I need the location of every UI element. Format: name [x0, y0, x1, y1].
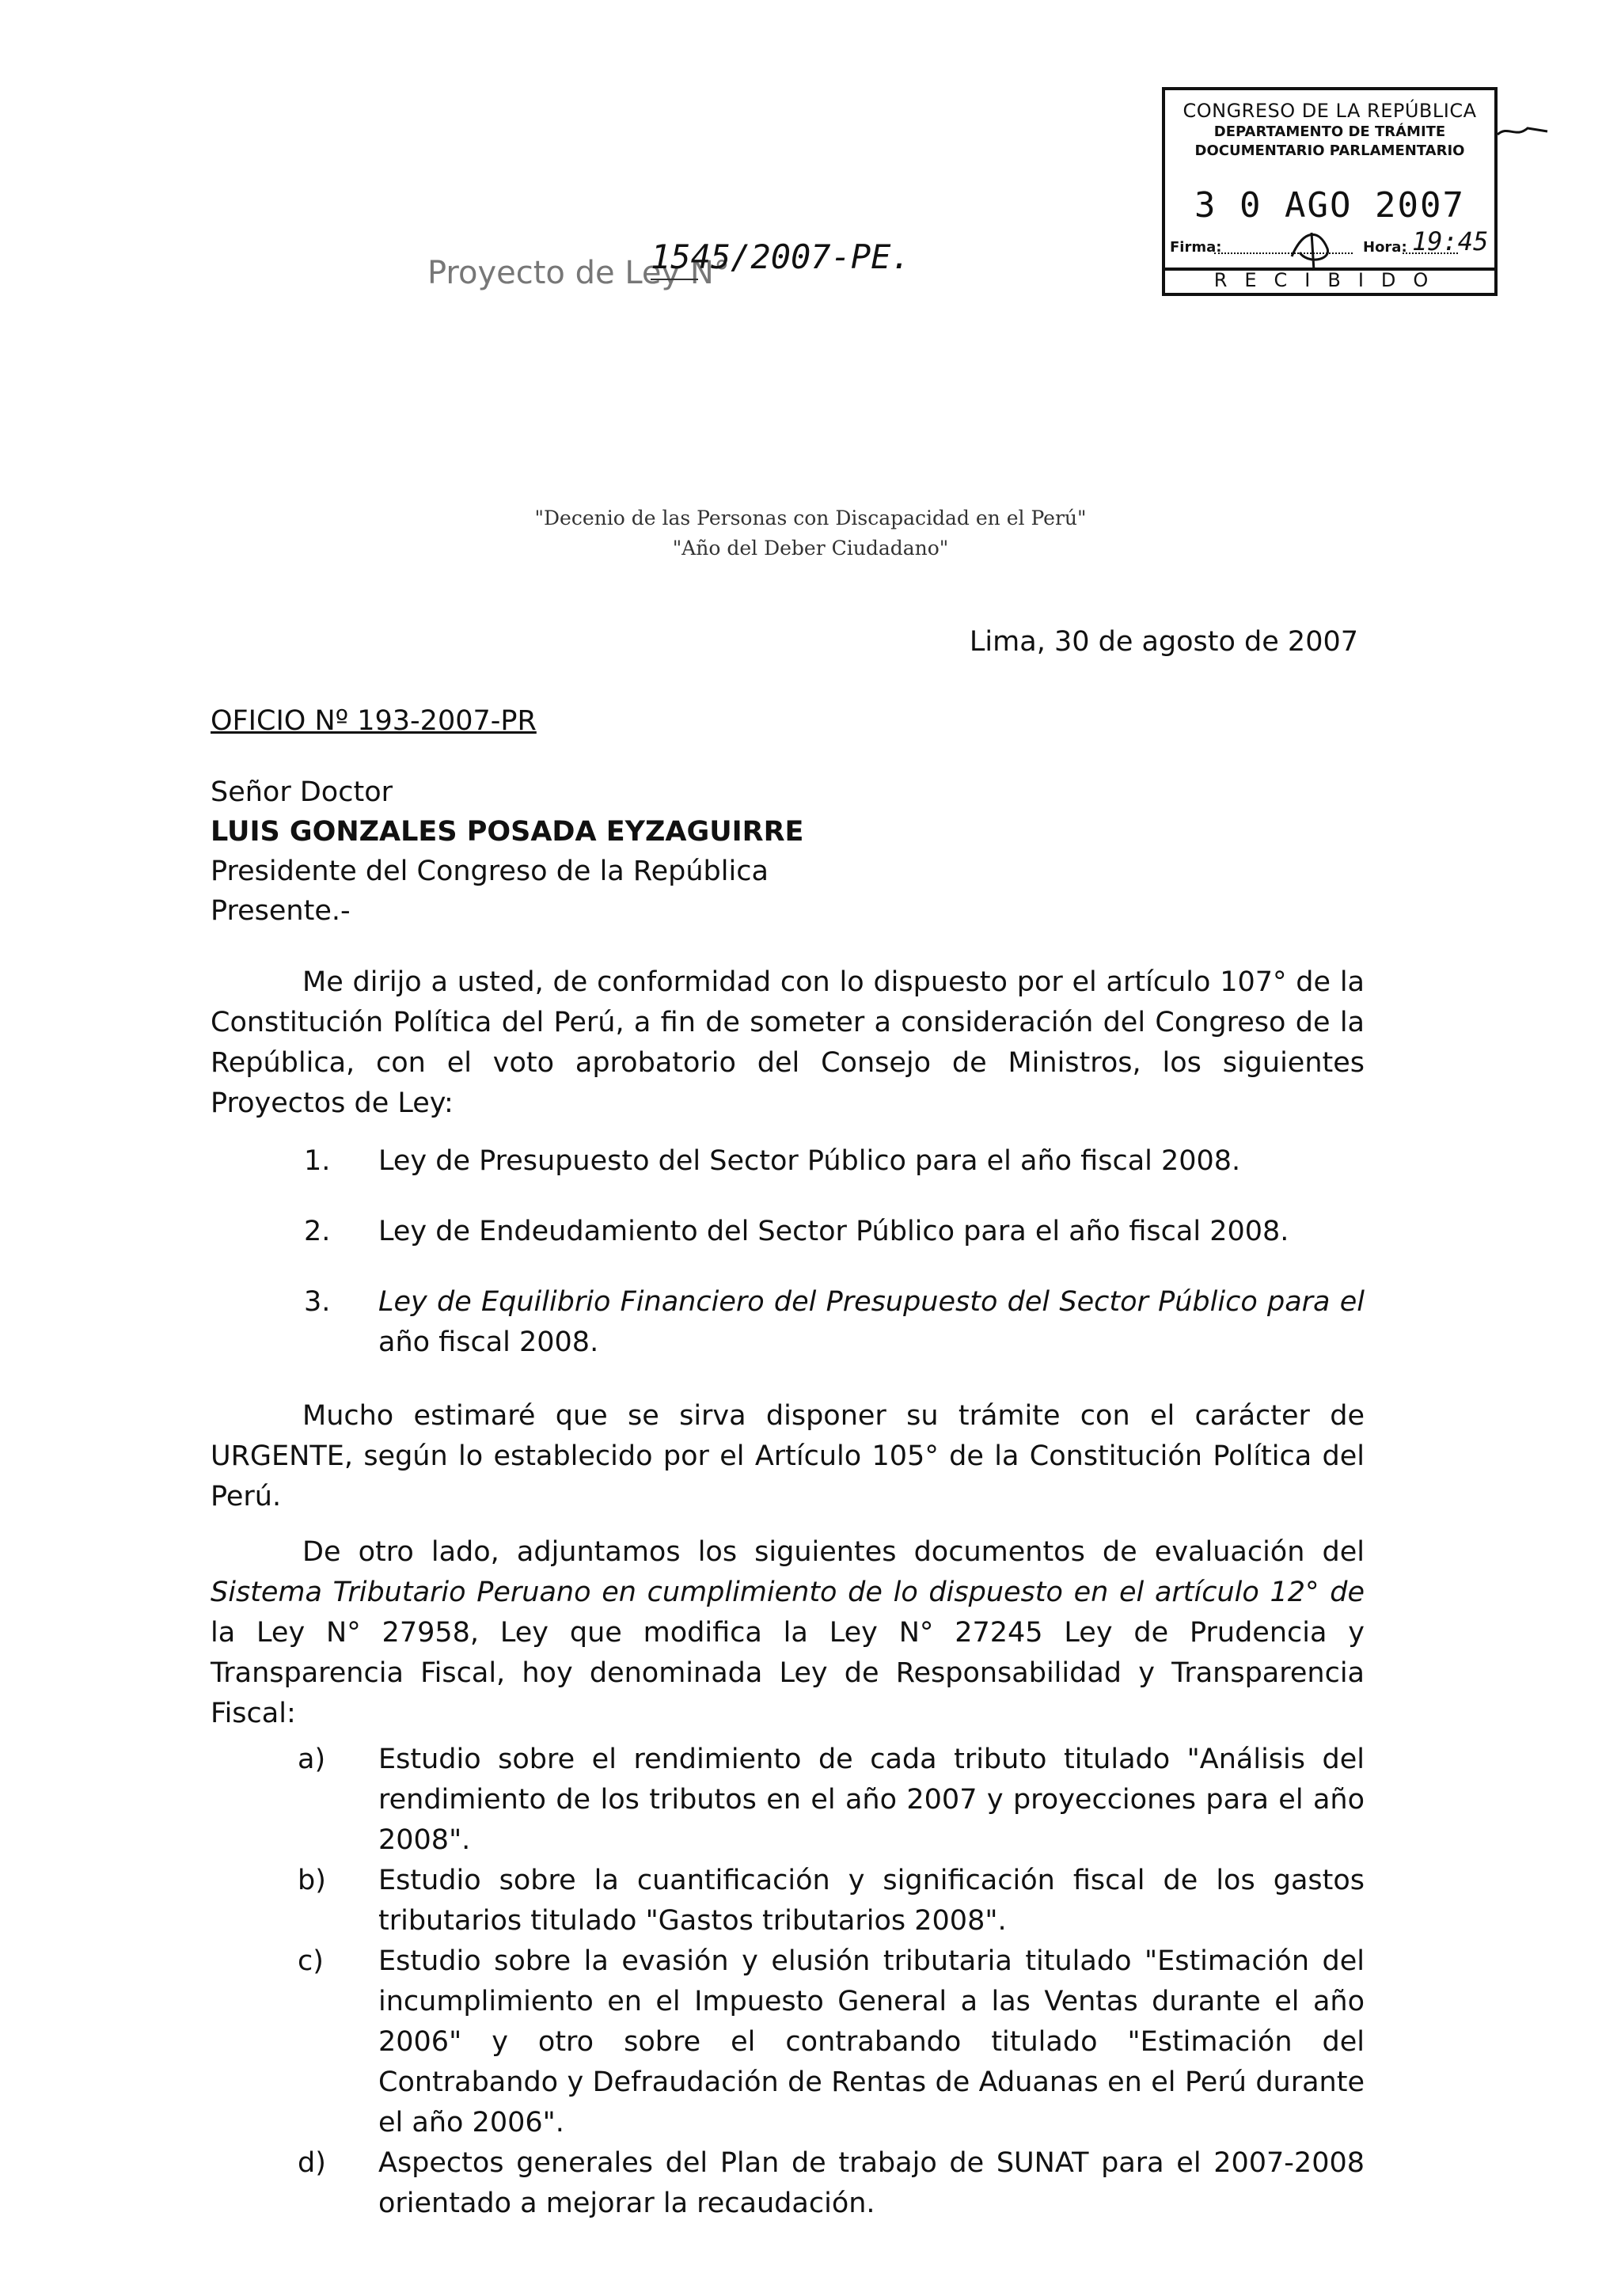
stamp-department-2: DOCUMENTARIO PARLAMENTARIO — [1194, 142, 1465, 159]
list-item-line: Estudio sobre la evasión y elusión tributaria titulado "Estimación del — [378, 1945, 1365, 1977]
date-line: Lima, 30 de agosto de 2007 — [969, 626, 1358, 658]
paragraph-line: URGENTE, según lo establecido por el Artículo 105° de la Constitución Política del — [211, 1440, 1365, 1472]
stamp-institution: CONGRESO DE LA REPÚBLICA — [1183, 100, 1477, 122]
document-list — [298, 1740, 1365, 2224]
proyecto-number: 1545/2007-PE. — [651, 237, 911, 276]
stamp-hora-value: 19:45 — [1412, 226, 1489, 256]
list-item-label: b) — [298, 1865, 326, 1896]
list-item-line: 2008". — [378, 1824, 471, 1856]
list-item-line: 2006" y otro sobre el contrabando titulado "Estimación del — [378, 2026, 1365, 2058]
list-item-line: incumplimiento en el Impuesto General a las Ventas durante el año — [378, 1986, 1365, 2017]
list-item-label: c) — [298, 1945, 324, 1977]
list-item — [304, 1212, 1365, 1252]
list-item-line: Contrabando y Defraudación de Rentas de Aduanas en el Perú durante — [378, 2066, 1365, 2098]
paragraph-line: Me dirijo a usted, de conformidad con lo dispuesto por el artículo 107° de la — [302, 966, 1365, 998]
list-item-line: el año 2006". — [378, 2107, 564, 2139]
paragraph-line: Fiscal: — [211, 1698, 296, 1729]
list-item-text: Ley de Endeudamiento del Sector Público para el año fiscal 2008. — [378, 1216, 1289, 1247]
list-item — [304, 1141, 1365, 1182]
paragraph-line: la Ley N° 27958, Ley que modifica la Ley N° 27245 Ley de Prudencia y — [211, 1617, 1365, 1649]
handwritten-flourish-icon — [1496, 119, 1551, 142]
list-item — [298, 1941, 1365, 2143]
presente: Presente.- — [211, 895, 351, 927]
stamp-hora-label: Hora: — [1363, 239, 1407, 256]
motto-decenio: "Decenio de las Personas con Discapacidad en el Perú" — [534, 507, 1087, 529]
paragraph-3 — [211, 1532, 1365, 1734]
list-item — [298, 2143, 1365, 2224]
paragraph-line: Perú. — [211, 1481, 282, 1512]
signature-icon — [1284, 225, 1339, 272]
list-item-label: d) — [298, 2147, 326, 2179]
list-item — [298, 1861, 1365, 1941]
list-item — [298, 1740, 1365, 1861]
list-item-line: orientado a mejorar la recaudación. — [378, 2188, 875, 2219]
list-item-line: Aspectos generales del Plan de trabajo de SUNAT para el 2007-2008 — [378, 2147, 1365, 2179]
paragraph-line: De otro lado, adjuntamos los siguientes documentos de evaluación del — [302, 1536, 1365, 1568]
list-item-text: Ley de Presupuesto del Sector Público para el año fiscal 2008. — [378, 1145, 1241, 1177]
recipient-name: LUIS GONZALES POSADA EYZAGUIRRE — [211, 816, 804, 848]
proyecto-label: Proyecto de Ley N° — [427, 255, 730, 291]
stamp-recibido-box — [1162, 268, 1498, 296]
law-list — [304, 1141, 1365, 1363]
list-item-line: tributarios titulado "Gastos tributarios 2008". — [378, 1905, 1007, 1937]
stamp-department: DEPARTAMENTO DE TRÁMITE — [1213, 123, 1446, 140]
stamp-firma-label: Firma: — [1170, 239, 1222, 256]
oficio-number: OFICIO Nº 193-2007-PR — [211, 705, 537, 737]
list-item-label: a) — [298, 1744, 326, 1775]
recipient-title: Presidente del Congreso de la República — [211, 856, 769, 887]
stamp-date: 3 0 AGO 2007 — [1194, 185, 1465, 226]
list-item — [304, 1282, 1365, 1363]
list-item-line: Estudio sobre la cuantificación y significación fiscal de los gastos — [378, 1865, 1365, 1896]
list-item-line: Estudio sobre el rendimiento de cada tributo titulado "Análisis del — [378, 1744, 1365, 1775]
paragraph-line: Transparencia Fiscal, hoy denominada Ley de Responsabilidad y Transparencia — [211, 1657, 1365, 1689]
reception-stamp — [1162, 87, 1498, 271]
paragraph-line: Constitución Política del Perú, a fin de someter a consideración del Congreso de la — [211, 1007, 1365, 1038]
proyecto-underline — [651, 279, 698, 280]
list-item-number: 3. — [304, 1286, 331, 1318]
salutation: Señor Doctor — [211, 776, 393, 808]
paragraph-line: Sistema Tributario Peruano en cumplimiento de lo dispuesto en el artículo 12° de — [211, 1577, 1365, 1608]
list-item-line: rendimiento de los tributos en el año 2007 y proyecciones para el año — [378, 1784, 1365, 1816]
paragraph-line: Mucho estimaré que se sirva disponer su trámite con el carácter de — [302, 1400, 1365, 1432]
list-item-text: Ley de Equilibrio Financiero del Presupuesto del Sector Público para el — [378, 1286, 1365, 1318]
paragraph-2 — [211, 1396, 1365, 1517]
paragraph-line: República, con el voto aprobatorio del Consejo de Ministros, los siguientes — [211, 1047, 1365, 1079]
list-item-number: 1. — [304, 1145, 331, 1177]
paragraph-1 — [211, 962, 1365, 1124]
list-item-text: año fiscal 2008. — [378, 1326, 599, 1358]
motto-anio: "Año del Deber Ciudadano" — [672, 537, 949, 560]
stamp-recibido: RECIBIDO — [1213, 269, 1446, 291]
paragraph-line: Proyectos de Ley: — [211, 1087, 454, 1119]
list-item-number: 2. — [304, 1216, 331, 1247]
